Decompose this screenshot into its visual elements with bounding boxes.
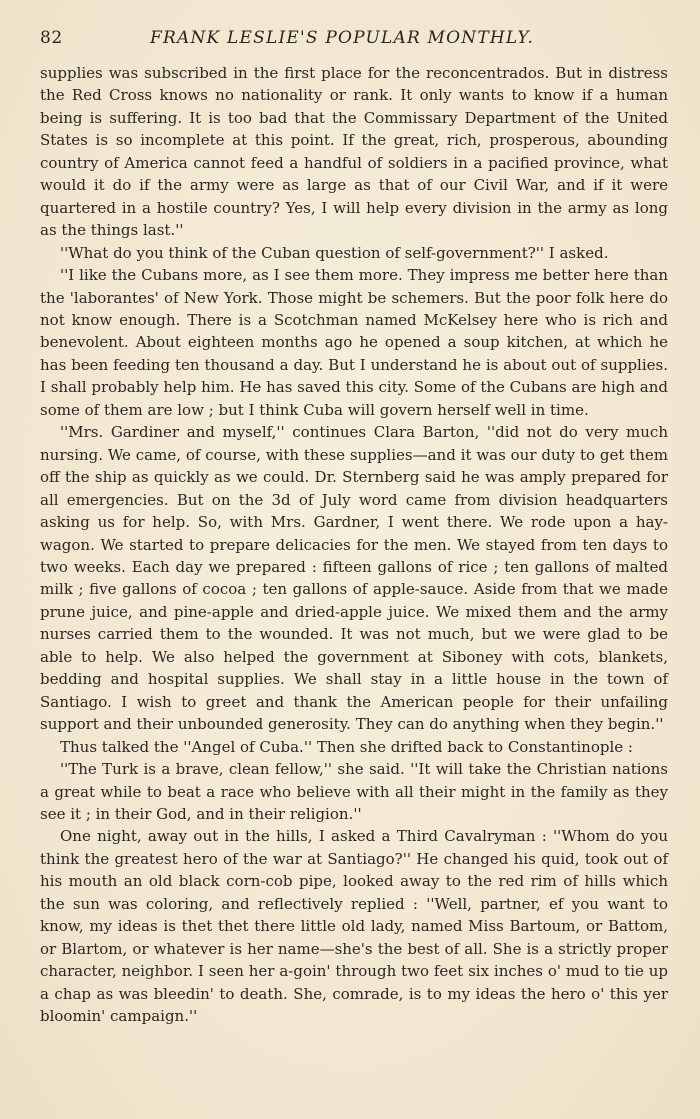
paragraph: ''The Turk is a brave, clean fellow,'' she said. ''It will take the Christian nations a great while to beat a race who believe with all their might in the family as they see it ; in their God, and in their religion.'' (40, 760, 668, 823)
running-title: FRANK LESLIE'S POPULAR MONTHLY. (150, 28, 535, 48)
page-number: 82 (40, 28, 63, 48)
paragraph: ''Mrs. Gardiner and myself,'' continues Clara Barton, ''did not do very much nursing. We came, of course, with these supplies—and it was our duty to get them off the ship as quickly as we could. Dr. Sternberg said he was amply prepared for all emergencies. But on the 3d of July word came from division headquarters asking us for help. So, with Mrs. Gardner, I went there. We rode upon a hay-wagon. We started to prepare delicacies for the men. We stayed from ten days to two weeks. Each day we prepared : fifteen gallons of rice ; ten gallons of malted milk ; five gallons of cocoa ; ten gallons of apple-sauce. Aside from that we made prune juice, and pine-apple and dried-apple juice. We mixed them and the army nurses carried them to the wounded. It was not much, but we were glad to be able to help. We also helped the government at Siboney with cots, blankets, bedding and hospital supplies. We shall stay in a little house in the town of Santiago. I wish to greet and thank the American people for their unfailing support and their unbounded generosity. They can do anything when they begin.'' (40, 423, 668, 734)
paragraph: ''I like the Cubans more, as I see them more. They impress me better here than the 'laborantes' of New York. Those might be schemers. But the poor folk here do not know enough. There is a Scotchman named McKelsey here who is rich and benevolent. About eighteen months ago he opened a soup kitchen, at which he has been feeding ten thousand a day. But I understand he is about out of supplies. I shall probably help him. He has saved this city. Some of the Cubans are high and some of them are low ; but I think Cuba will govern herself well in time. (40, 266, 668, 419)
page-header (40, 28, 668, 52)
paragraph: ''What do you think of the Cuban question of self-government?'' I asked. (60, 243, 609, 262)
article-body (40, 62, 668, 1027)
paragraph: One night, away out in the hills, I asked a Third Cavalryman : ''Whom do you think the greatest hero of the war at Santiago?'' He changed his quid, took out of his mouth an old black corn-cob pipe, looked away to the red rim of hills which the sun was coloring, and reflectively replied : ''Well, partner, ef you want to know, my ideas is thet thet there little old lady, named Miss Bartoum, or Battom, or Blartom, or whatever is her name—she's the best of all. She is a strictly proper character, neighbor. I seen her a-goin' through two feet six inches o' mud to tie up a chap as was bleedin' to death. She, comrade, is to my ideas the hero o' this yer bloomin' campaign.'' (40, 827, 668, 1026)
paragraph: supplies was subscribed in the first place for the reconcentrados. But in distress the Red Cross knows no nationality or rank. It only wants to know if a human being is suffering. It is too bad that the Commissary Department of the United States is so incomplete at this point. If the great, rich, prosperous, abounding country of America cannot feed a handful of soldiers in a pacified province, what would it do if the army were as large as that of our Civil War, and if it were quartered in a hostile country? Yes, I will help every division in the army as long as the things last.'' (40, 64, 668, 240)
paragraph: Thus talked the ''Angel of Cuba.'' Then she drifted back to Constantinople : (60, 737, 633, 756)
